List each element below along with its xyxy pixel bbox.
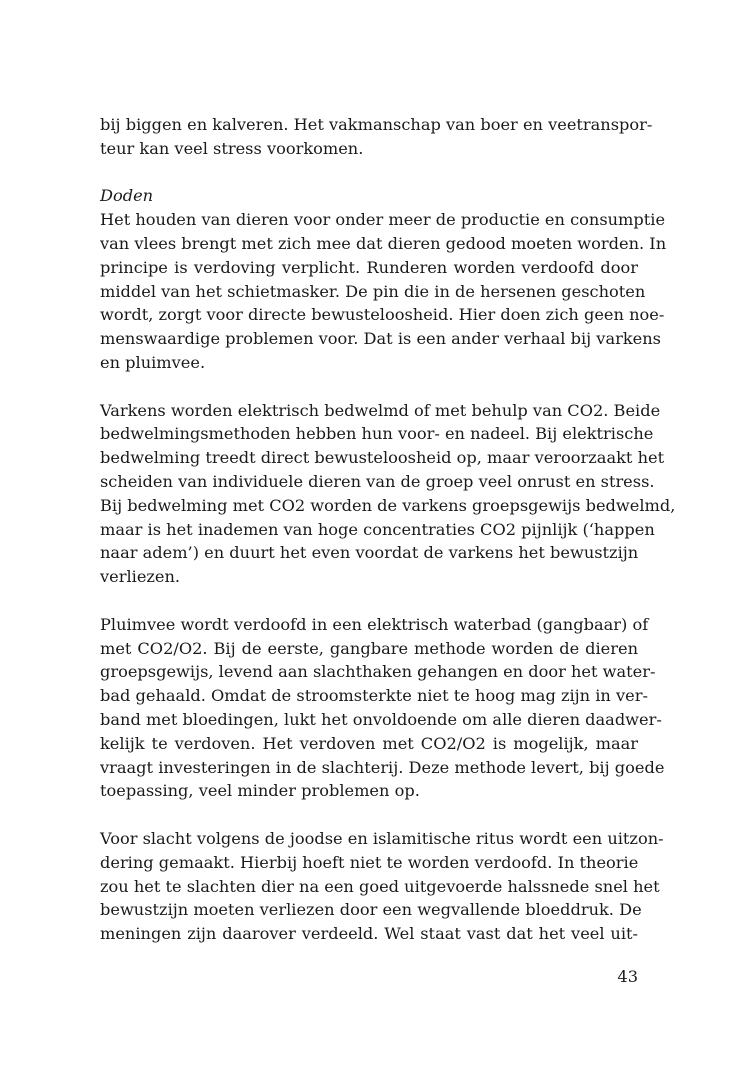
text-line: bedwelming treedt direct bewusteloosheid op, maar veroorzaakt het (100, 448, 665, 468)
text-line: principe is verdoving verplicht. Runderen worden verdoofd door (100, 257, 638, 277)
text-line: maar is het inademen van hoge concentraties CO2 pijnlijk (‘happen (100, 519, 655, 539)
paragraph-spacer (100, 803, 638, 827)
text-line: vraagt investeringen in de slachterij. Deze methode levert, bij goede (100, 757, 665, 777)
text-line: dering gemaakt. Hierbij hoeft niet te worden verdoofd. In theorie (100, 852, 639, 872)
text-line: Het houden van dieren voor onder meer de productie en consumptie (100, 210, 666, 230)
paragraph-spacer (100, 161, 638, 185)
text-line: band met bloedingen, lukt het onvoldoende om alle dieren daadwer- (100, 709, 662, 729)
text-line: en pluimvee. (100, 352, 206, 372)
text-line: scheiden van individuele dieren van de groep veel onrust en stress. (100, 471, 655, 491)
section-doden (100, 184, 667, 374)
text-line: kelijk te verdoven. Het verdoven met CO2/O2 is mogelijk, maar (100, 733, 638, 753)
paragraph-pluimvee (100, 613, 665, 803)
text-line: naar adem’) en duurt het even voordat de varkens het bewustzijn (100, 543, 639, 563)
paragraph-spacer (100, 375, 638, 399)
text-line: middel van het schietmasker. De pin die in de hersenen geschoten (100, 281, 646, 301)
text-line: Voor slacht volgens de joodse en islamitische ritus wordt een uitzon- (100, 828, 664, 848)
text-line: teur kan veel stress voorkomen. (100, 138, 364, 158)
text-line: met CO2/O2. Bij de eerste, gangbare methode worden de dieren (100, 638, 638, 658)
paragraph-spacer (100, 589, 638, 613)
page-body (100, 113, 676, 946)
text-line: wordt, zorgt voor directe bewusteloosheid. Hier doen zich geen noe- (100, 305, 665, 325)
text-line: bewustzijn moeten verliezen door een wegvallende bloeddruk. De (100, 900, 642, 920)
paragraph-varkens (100, 399, 676, 589)
text-line: Varkens worden elektrisch bedwelmd of met behulp van CO2. Beide (100, 400, 661, 420)
text-line: Bij bedwelming met CO2 worden de varkens groepsgewijs bedwelmd, (100, 495, 676, 515)
text-line: toepassing, veel minder problemen op. (100, 781, 420, 801)
text-line: van vlees brengt met zich mee dat dieren gedood moeten worden. In (100, 233, 667, 253)
text-line: meningen zijn daarover verdeeld. Wel staat vast dat het veel uit- (100, 924, 638, 944)
text-line: verliezen. (100, 567, 181, 587)
text-line: Pluimvee wordt verdoofd in een elektrisch waterbad (gangbaar) of (100, 614, 649, 634)
text-line: menswaardige problemen voor. Dat is een ander verhaal bij varkens (100, 329, 661, 349)
text-line: bad gehaald. Omdat de stroomsterkte niet te hoog mag zijn in ver- (100, 686, 648, 706)
text-line: zou het te slachten dier na een goed uitgevoerde halssnede snel het (100, 876, 660, 896)
text-line: bij biggen en kalveren. Het vakmanschap van boer en veetranspor- (100, 115, 653, 134)
text-line: groepsgewijs, levend aan slachthaken gehangen en door het water- (100, 662, 656, 682)
paragraph-ritueel-slachten (100, 827, 664, 946)
text-line: bedwelmingsmethoden hebben hun voor- en nadeel. Bij elektrische (100, 424, 654, 444)
section-heading: Doden (100, 186, 154, 206)
page-number: 43 (617, 967, 638, 986)
paragraph-transport (100, 113, 653, 161)
